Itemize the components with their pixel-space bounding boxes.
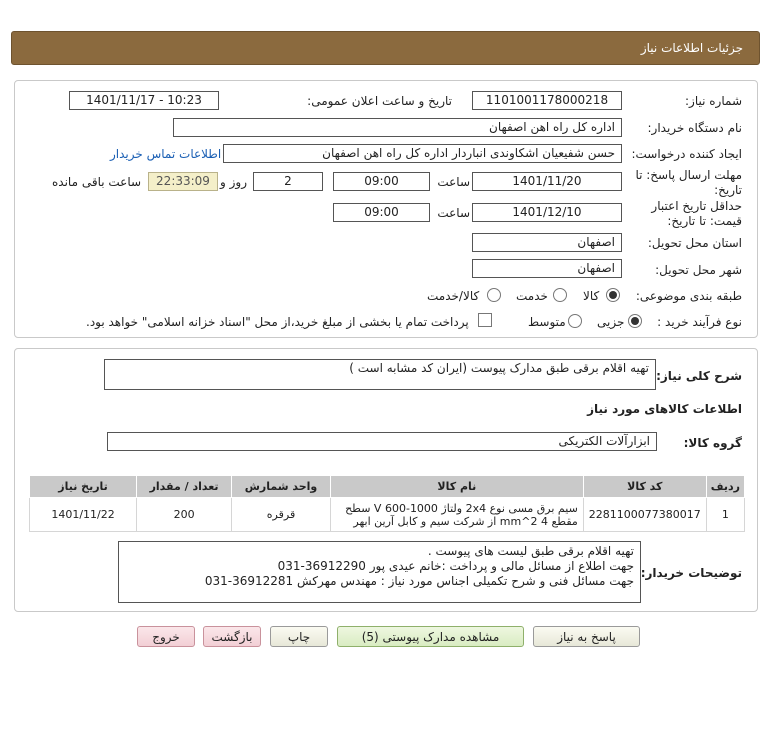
province-label: استان محل تحویل:: [647, 236, 742, 250]
validity-label: حداقل تاریخ اعتبار: [651, 199, 742, 213]
cell-name: سیم برق مسی نوع 2x4 ولتاژ 1000-600 V سطح مقطع 4 mm^2 از شرکت سیم و کابل آرین ابهر: [330, 498, 583, 532]
reply-date-field: 1401/11/20: [472, 172, 622, 191]
category-radio-goods-service[interactable]: [487, 288, 501, 302]
cell-date: 1401/11/22: [30, 498, 137, 532]
exit-button[interactable]: خروج: [137, 626, 195, 647]
reply-time-field: 09:00: [333, 172, 430, 191]
col-date: تاریخ نیاز: [30, 476, 137, 498]
cell-code: 2281100077380017: [583, 498, 706, 532]
category-radio-service[interactable]: [553, 288, 567, 302]
col-name: نام کالا: [330, 476, 583, 498]
province-field: اصفهان: [472, 233, 622, 252]
process-label: نوع فرآیند خرید :: [657, 315, 742, 329]
view-attachments-button[interactable]: مشاهده مدارک پیوستی (5): [337, 626, 524, 647]
buyer-notes-field: [118, 541, 641, 603]
col-index: ردیف: [706, 476, 744, 498]
col-unit: واحد شمارش: [232, 476, 331, 498]
reply-deadline-label: مهلت ارسال پاسخ: تا: [635, 168, 742, 182]
category-option-goods-service: کالا/خدمت: [427, 289, 480, 303]
validity-time-field: 09:00: [333, 203, 430, 222]
buyer-notes-line-1: تهیه اقلام برقی طبق لیست های پیوست .: [427, 544, 634, 558]
summary-label: شرح کلی نیاز:: [656, 369, 742, 383]
buyer-notes-label: توضیحات خریدار:: [640, 566, 742, 580]
validity-time-label: ساعت: [437, 206, 470, 220]
table-row: [30, 498, 745, 532]
buyer-notes-line-2: جهت اطلاع از مسائل مالی و پرداخت :خانم عیدی پور 36912290-031: [277, 559, 634, 573]
buyer-org-field: اداره کل راه اهن اصفهان: [173, 118, 622, 137]
col-code: کد کالا: [583, 476, 706, 498]
treasury-checkbox[interactable]: [478, 313, 492, 327]
summary-field: تهیه اقلام برقی طبق مدارک پیوست (ایران کد مشابه است ): [104, 359, 656, 390]
remaining-time-field: 22:33:09: [148, 172, 218, 191]
city-label: شهر محل تحویل:: [655, 263, 742, 277]
category-option-service: خدمت: [516, 289, 548, 303]
col-qty: تعداد / مقدار: [137, 476, 232, 498]
need-number-label: شماره نیاز:: [685, 94, 742, 108]
reply-time-label: ساعت: [437, 175, 470, 189]
remaining-days-field: 2: [253, 172, 323, 191]
page-title: جزئیات اطلاعات نیاز: [640, 41, 743, 55]
goods-group-label: گروه کالا:: [683, 436, 742, 450]
category-radio-goods[interactable]: [606, 288, 620, 302]
page-header: [11, 31, 760, 65]
process-radio-minor[interactable]: [628, 314, 642, 328]
cell-unit: قرقره: [232, 498, 331, 532]
goods-section-title: اطلاعات کالاهای مورد نیاز: [587, 402, 742, 416]
print-button[interactable]: چاپ: [270, 626, 328, 647]
remaining-time-label: ساعت باقی مانده: [52, 175, 142, 189]
days-label: روز و: [220, 175, 247, 189]
goods-group-field: ابزارآلات الکتریکی: [107, 432, 657, 451]
validity-label-2: قیمت: تا تاریخ:: [667, 214, 742, 228]
category-option-goods: کالا: [583, 289, 600, 303]
announce-date-field: 1401/11/17 - 10:23: [69, 91, 219, 110]
requester-label: ایجاد کننده درخواست:: [631, 147, 742, 161]
process-radio-medium[interactable]: [568, 314, 582, 328]
validity-date-field: 1401/12/10: [472, 203, 622, 222]
buyer-notes-line-3: جهت مسائل فنی و شرح تکمیلی اجناس مورد نیاز : مهندس مهرکش 36912281-031: [204, 574, 634, 588]
city-field: اصفهان: [472, 259, 622, 278]
announce-date-label: تاریخ و ساعت اعلان عمومی:: [307, 94, 452, 108]
payment-note: پرداخت تمام یا بخشی از مبلغ خرید،از محل "اسناد خزانه اسلامی" خواهد بود.: [86, 315, 469, 329]
cell-index: 1: [706, 498, 744, 532]
buyer-contact-link[interactable]: اطلاعات تماس خریدار: [110, 147, 222, 161]
category-label: طبقه بندی موضوعی:: [635, 289, 742, 303]
reply-button[interactable]: پاسخ به نیاز: [533, 626, 640, 647]
buyer-org-label: نام دستگاه خریدار:: [647, 121, 742, 135]
process-option-medium: متوسط: [528, 315, 566, 329]
cell-qty: 200: [137, 498, 232, 532]
reply-deadline-label-2: تاریخ:: [714, 183, 742, 197]
goods-table: [29, 475, 745, 532]
requester-field: حسن شفیعیان اشکاوندی انباردار اداره کل راه اهن اصفهان: [223, 144, 622, 163]
process-option-minor: جزیی: [597, 315, 625, 329]
back-button[interactable]: بازگشت: [203, 626, 261, 647]
need-number-field: 1101001178000218: [472, 91, 622, 110]
goods-table-header: [30, 476, 745, 498]
